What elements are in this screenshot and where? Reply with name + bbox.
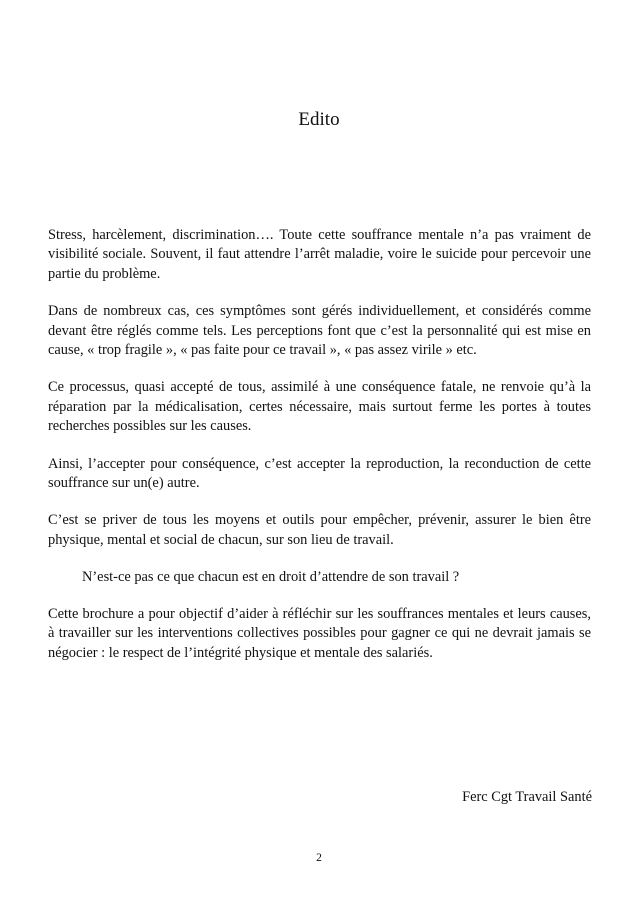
paragraph-question: N’est-ce pas ce que chacun est en droit d’attendre de son travail ? [82, 569, 460, 586]
paragraph-symptoms: Dans de nombreux cas, ces symptômes sont gérés individuellement, et considérés comme devant être réglés comme tels. Les perceptions font que c’est la personnalité qui est mise en cause, « trop fragile », « pas faite pour ce travail », « pas assez virile » etc. [48, 303, 591, 359]
edito-body [48, 226, 591, 681]
paragraph-means: C’est se priver de tous les moyens et outils pour empêcher, prévenir, assurer le bien être physique, mental et social de chacun, sur son lieu de travail. [48, 512, 591, 548]
signature: Ferc Cgt Travail Santé [462, 789, 592, 805]
paragraph-brochure: Cette brochure a pour objectif d’aider à réfléchir sur les souffrances mentales et leurs causes, à travailler sur les interventions collectives possibles pour gagner ce qui ne devrait jamais se négocier : le respect de l’intégrité physique et mentale des salariés. [48, 605, 591, 661]
page-number: 2 [316, 852, 322, 864]
paragraph-acceptance: Ainsi, l’accepter pour conséquence, c’est accepter la reproduction, la reconduction de cette souffrance sur un(e) autre. [48, 455, 591, 492]
paragraph-stress: Stress, harcèlement, discrimination…. Toute cette souffrance mentale n’a pas vraiment de visibilité sociale. Souvent, il faut attendre l’arrêt maladie, voire le suicide pour percevoir une partie du problème. [48, 227, 591, 282]
page-title: Edito [298, 109, 340, 130]
paragraph-process: Ce processus, quasi accepté de tous, assimilé à une conséquence fatale, ne renvoie qu’à la réparation par la médicalisation, certes nécessaire, mais surtout ferme les portes à toutes recherches possibles sur les causes. [48, 379, 591, 435]
